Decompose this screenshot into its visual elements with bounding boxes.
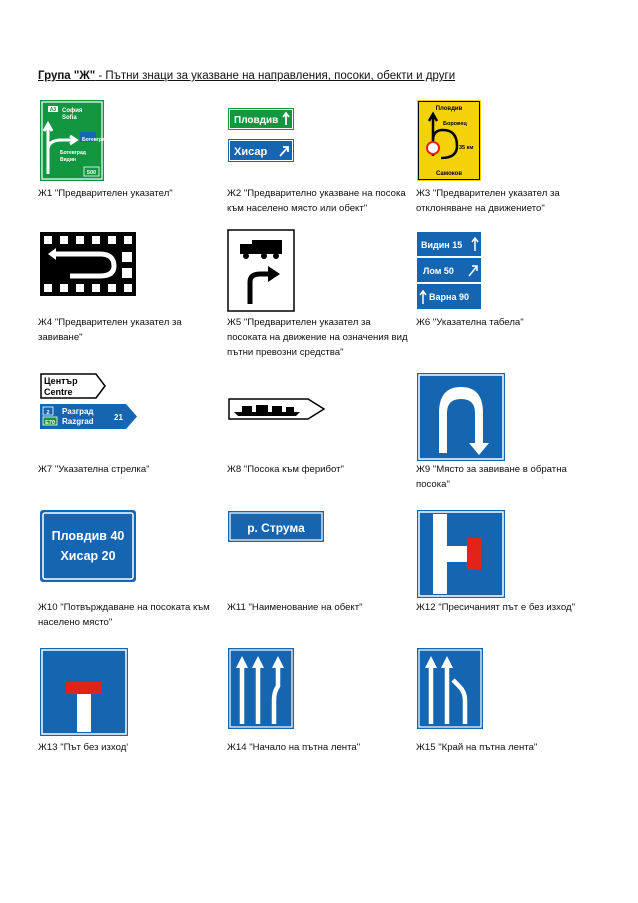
caption-zh3: Ж3 "Предварителен указател за отклоняване на движението" xyxy=(416,188,560,214)
sign-zh14-icon xyxy=(228,648,294,729)
caption-zh15: Ж15 "Край на пътна лента" xyxy=(416,742,538,753)
zh11-name: р. Струма xyxy=(247,521,305,535)
caption-zh2: Ж2 "Предварително указване на посока към населено място или обект" xyxy=(227,188,406,214)
heading-group: Група "Ж" xyxy=(38,70,96,82)
sign-zh6-icon xyxy=(417,232,481,309)
caption-zh10: Ж10 "Потвърждаване на посоката към населено място" xyxy=(38,602,210,628)
sign-zh2-green-icon xyxy=(228,108,294,130)
zh7-city: Център xyxy=(44,376,78,386)
sign-zh1-icon xyxy=(40,100,108,181)
zh7-road2: E70 xyxy=(45,420,55,426)
zh1-city1: София xyxy=(62,108,83,114)
zh10-row2: Хисар 20 xyxy=(60,549,116,563)
sign-zh11-icon xyxy=(228,511,324,542)
zh10-row1: Пловдив 40 xyxy=(51,529,125,543)
sign-zh13-icon xyxy=(40,648,128,736)
page-heading xyxy=(38,70,455,82)
sign-zh15-icon xyxy=(417,648,483,729)
zh6-row3: Варна 90 xyxy=(429,292,469,302)
caption-zh13: Ж13 "Път без изход' xyxy=(38,742,129,753)
zh6-row2: Лом 50 xyxy=(423,266,454,276)
zh2-green-text: Пловдив xyxy=(234,115,279,126)
zh7-distance: 21 xyxy=(114,413,123,422)
caption-zh4: Ж4 "Предварителен указател за завиване" xyxy=(38,317,182,343)
zh3-distance: 35 км xyxy=(459,145,474,151)
sign-zh4-icon xyxy=(40,232,136,296)
zh3-top: Пловдив xyxy=(435,106,463,112)
caption-zh7: Ж7 "Указателна стрелка" xyxy=(38,464,150,475)
zh7-city2: Разград xyxy=(62,407,94,416)
caption-zh11: Ж11 "Наименование на обект" xyxy=(227,602,363,613)
zh1-city2-label: Ботевград xyxy=(60,150,86,156)
sign-zh7-blue-icon xyxy=(40,404,137,429)
sign-zh9-icon xyxy=(417,373,505,461)
zh1-road-no: A3 xyxy=(49,107,57,113)
zh1-distance: 500 xyxy=(86,170,97,176)
caption-zh12: Ж12 "Пресичаният път е без изход" xyxy=(416,602,575,613)
sign-zh7-white-icon xyxy=(40,373,106,399)
zh3-bottom: Самоков xyxy=(435,171,463,177)
sign-zh8-icon xyxy=(228,398,325,420)
caption-zh14: Ж14 "Начало на пътна лента" xyxy=(227,742,361,753)
caption-zh5: Ж5 "Предварителен указател за посоката на движение на означения вид пътни превозни средства" xyxy=(227,317,408,358)
sign-zh5-icon xyxy=(228,230,294,311)
heading-text: - Пътни знаци за указване на направления, посоки, обекти и други xyxy=(95,70,456,82)
sign-zh10-icon xyxy=(40,510,136,582)
sign-zh2-blue-icon xyxy=(228,139,294,162)
zh7-road1: 2 xyxy=(46,410,50,416)
sign-zh3-icon xyxy=(417,100,481,181)
caption-zh8: Ж8 "Посока към ферибот" xyxy=(227,464,344,475)
zh6-row1: Видин 15 xyxy=(421,240,463,250)
zh3-right: Боровец xyxy=(443,121,467,127)
zh2-blue-text: Хисар xyxy=(234,146,268,158)
zh7-city2-lat: Razgrad xyxy=(62,417,94,426)
zh1-city3: Видин xyxy=(60,157,76,163)
caption-zh6: Ж6 "Указателна табела" xyxy=(416,317,524,328)
caption-zh1: Ж1 "Предварителен указател" xyxy=(38,188,173,199)
caption-zh9: Ж9 "Място за завиване в обратна посока" xyxy=(416,464,567,490)
zh1-city2: Ботевград xyxy=(82,137,108,143)
zh7-city-lat: Centre xyxy=(44,387,73,397)
zh1-city1-lat: Sofia xyxy=(62,115,77,121)
sign-zh12-icon xyxy=(417,510,505,598)
